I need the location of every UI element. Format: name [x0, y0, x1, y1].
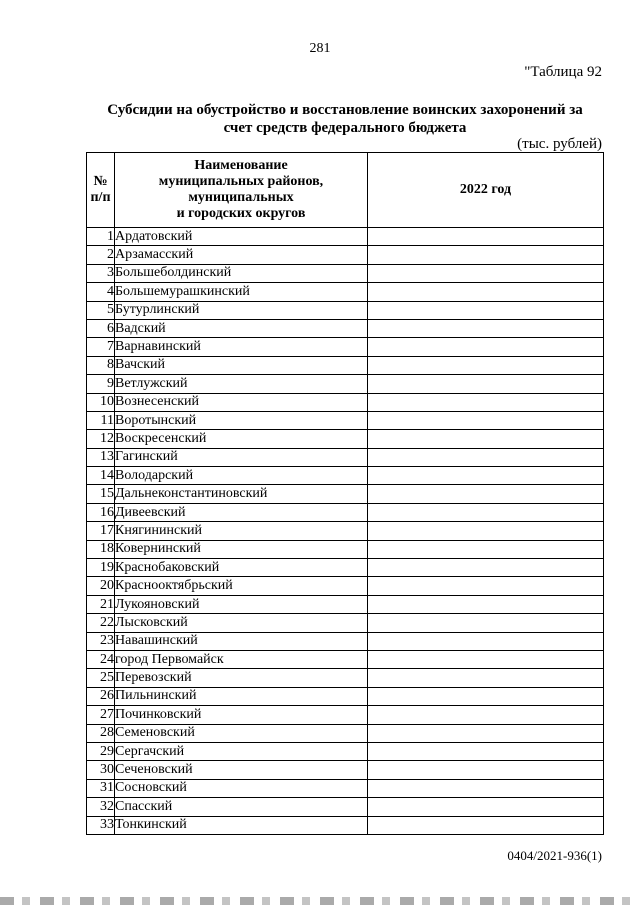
- row-value: [368, 724, 604, 742]
- scan-edge-marks: [0, 897, 640, 905]
- row-name: Большеболдинский: [115, 264, 368, 282]
- row-number: 6: [87, 319, 115, 337]
- table-row: [87, 577, 604, 595]
- row-value: [368, 614, 604, 632]
- table-row: [87, 816, 604, 834]
- row-number: 18: [87, 540, 115, 558]
- table-row: [87, 632, 604, 650]
- row-number: 26: [87, 687, 115, 705]
- row-value: [368, 761, 604, 779]
- table-row: [87, 375, 604, 393]
- table-row: [87, 595, 604, 613]
- table-row: [87, 467, 604, 485]
- row-name: Володарский: [115, 467, 368, 485]
- row-number: 25: [87, 669, 115, 687]
- row-number: 22: [87, 614, 115, 632]
- row-number: 32: [87, 798, 115, 816]
- row-value: [368, 816, 604, 834]
- row-name: Починковский: [115, 706, 368, 724]
- table-row: [87, 687, 604, 705]
- row-number: 5: [87, 301, 115, 319]
- row-value: [368, 485, 604, 503]
- row-name: Спасский: [115, 798, 368, 816]
- table-row: [87, 283, 604, 301]
- row-value: [368, 393, 604, 411]
- table-row: [87, 559, 604, 577]
- table-row: [87, 485, 604, 503]
- row-name: Лукояновский: [115, 595, 368, 613]
- row-name: Воротынский: [115, 411, 368, 429]
- row-name: Перевозский: [115, 669, 368, 687]
- row-number: 27: [87, 706, 115, 724]
- row-name: Ветлужский: [115, 375, 368, 393]
- table-header-row: [87, 153, 604, 228]
- row-value: [368, 264, 604, 282]
- row-number: 20: [87, 577, 115, 595]
- table-row: [87, 338, 604, 356]
- row-value: [368, 356, 604, 374]
- row-value: [368, 706, 604, 724]
- row-value: [368, 577, 604, 595]
- row-number: 1: [87, 228, 115, 246]
- row-name: Ковернинский: [115, 540, 368, 558]
- row-name: Пильнинский: [115, 687, 368, 705]
- document-code: 0404/2021-936(1): [507, 848, 602, 863]
- subsidy-table: [86, 152, 604, 835]
- row-name: Бутурлинский: [115, 301, 368, 319]
- row-value: [368, 742, 604, 760]
- row-number: 15: [87, 485, 115, 503]
- row-value: [368, 503, 604, 521]
- table-row: [87, 356, 604, 374]
- row-value: [368, 522, 604, 540]
- row-value: [368, 595, 604, 613]
- table-row: [87, 246, 604, 264]
- row-number: 10: [87, 393, 115, 411]
- row-name: Большемурашкинский: [115, 283, 368, 301]
- table-row: [87, 669, 604, 687]
- row-name: Сеченовский: [115, 761, 368, 779]
- row-value: [368, 411, 604, 429]
- row-value: [368, 338, 604, 356]
- table-row: [87, 706, 604, 724]
- table-row: [87, 650, 604, 668]
- table-label: "Таблица 92: [524, 64, 602, 80]
- row-value: [368, 650, 604, 668]
- row-number: 7: [87, 338, 115, 356]
- table-row: [87, 503, 604, 521]
- row-number: 21: [87, 595, 115, 613]
- header-name: Наименование муниципальных районов, муниципальных и городских округов: [115, 153, 368, 228]
- row-name: Сосновский: [115, 779, 368, 797]
- row-number: 11: [87, 411, 115, 429]
- table-row: [87, 448, 604, 466]
- row-number: 14: [87, 467, 115, 485]
- row-name: Воскресенский: [115, 430, 368, 448]
- row-name: Краснобаковский: [115, 559, 368, 577]
- row-number: 13: [87, 448, 115, 466]
- header-number: № п/п: [87, 153, 115, 228]
- row-value: [368, 448, 604, 466]
- row-value: [368, 559, 604, 577]
- row-name: Вачский: [115, 356, 368, 374]
- row-name: Семеновский: [115, 724, 368, 742]
- row-name: Вадский: [115, 319, 368, 337]
- table-row: [87, 228, 604, 246]
- row-value: [368, 779, 604, 797]
- row-value: [368, 687, 604, 705]
- table-row: [87, 614, 604, 632]
- table-row: [87, 798, 604, 816]
- row-number: 17: [87, 522, 115, 540]
- row-name: Варнавинский: [115, 338, 368, 356]
- row-value: [368, 430, 604, 448]
- row-number: 4: [87, 283, 115, 301]
- table-row: [87, 411, 604, 429]
- row-name: Краснооктябрьский: [115, 577, 368, 595]
- row-name: Арзамасский: [115, 246, 368, 264]
- table-row: [87, 724, 604, 742]
- table-row: [87, 430, 604, 448]
- row-name: Ардатовский: [115, 228, 368, 246]
- row-value: [368, 467, 604, 485]
- row-name: Сергачский: [115, 742, 368, 760]
- table-row: [87, 393, 604, 411]
- row-number: 19: [87, 559, 115, 577]
- row-number: 8: [87, 356, 115, 374]
- row-value: [368, 375, 604, 393]
- table-row: [87, 742, 604, 760]
- row-number: 28: [87, 724, 115, 742]
- row-number: 23: [87, 632, 115, 650]
- row-value: [368, 669, 604, 687]
- header-year: 2022 год: [368, 153, 604, 228]
- row-name: Тонкинский: [115, 816, 368, 834]
- row-value: [368, 798, 604, 816]
- row-name: Лысковский: [115, 614, 368, 632]
- row-value: [368, 228, 604, 246]
- row-name: Дальнеконстантиновский: [115, 485, 368, 503]
- row-number: 24: [87, 650, 115, 668]
- table-row: [87, 264, 604, 282]
- units-label: (тыс. рублей): [517, 136, 602, 152]
- table-row: [87, 779, 604, 797]
- row-name: город Первомайск: [115, 650, 368, 668]
- row-number: 2: [87, 246, 115, 264]
- row-name: Навашинский: [115, 632, 368, 650]
- table-row: [87, 540, 604, 558]
- row-number: 30: [87, 761, 115, 779]
- row-value: [368, 246, 604, 264]
- page-number: 281: [309, 41, 331, 56]
- row-name: Дивеевский: [115, 503, 368, 521]
- row-number: 29: [87, 742, 115, 760]
- row-name: Гагинский: [115, 448, 368, 466]
- row-name: Вознесенский: [115, 393, 368, 411]
- row-number: 3: [87, 264, 115, 282]
- row-value: [368, 540, 604, 558]
- table-row: [87, 301, 604, 319]
- table-body: [87, 228, 604, 835]
- row-number: 12: [87, 430, 115, 448]
- row-value: [368, 283, 604, 301]
- row-number: 33: [87, 816, 115, 834]
- row-number: 9: [87, 375, 115, 393]
- document-title: Субсидии на обустройство и восстановление воинских захоронений за счет средств федерального бюджета: [107, 102, 583, 136]
- row-value: [368, 632, 604, 650]
- row-value: [368, 301, 604, 319]
- table-row: [87, 522, 604, 540]
- table-row: [87, 319, 604, 337]
- row-name: Княгининский: [115, 522, 368, 540]
- row-value: [368, 319, 604, 337]
- row-number: 16: [87, 503, 115, 521]
- table-row: [87, 761, 604, 779]
- row-number: 31: [87, 779, 115, 797]
